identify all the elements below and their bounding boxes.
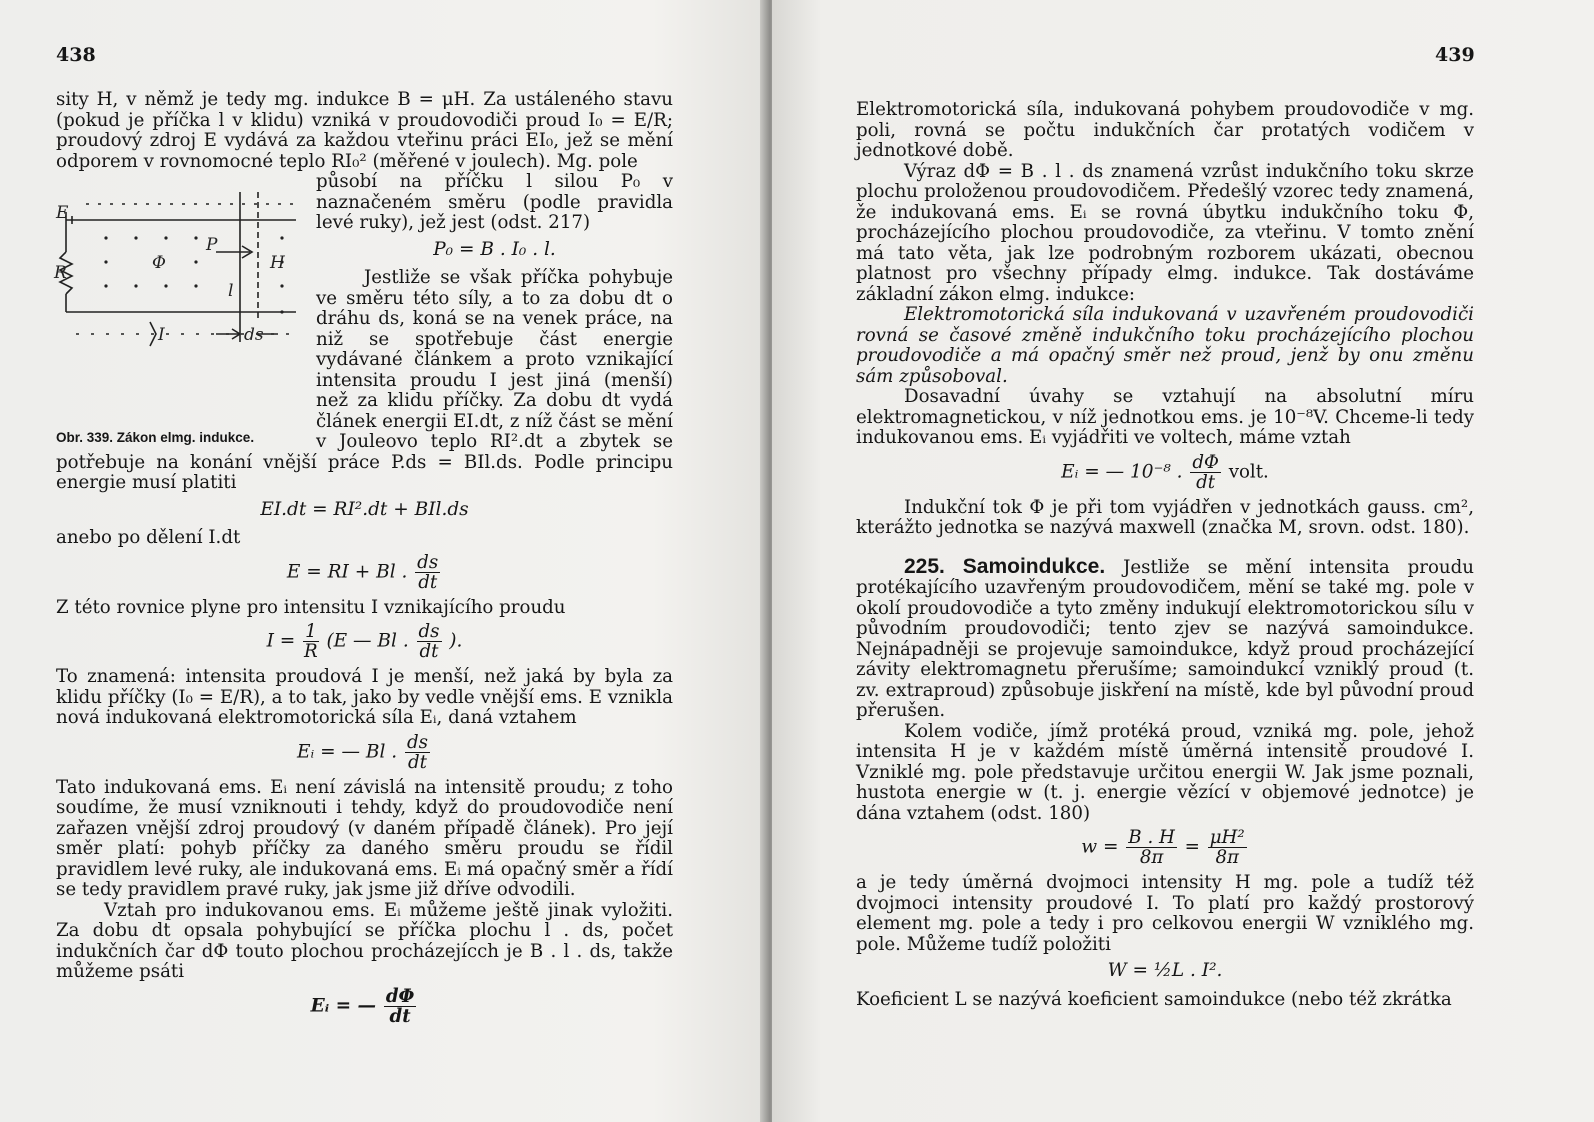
paragraph: anebo po dělení I.dt	[56, 527, 241, 548]
figure-caption: Obr. 339. Zákon elmg. indukce.	[56, 430, 255, 445]
fraction: $\frac{d\Phi}{dt}$	[385, 985, 415, 1027]
section-number: 225.	[904, 554, 945, 578]
equation-p0: P₀ = B . I₀ . l.	[433, 238, 556, 260]
right-page-body	[856, 100, 1474, 1010]
induction-diagram	[56, 172, 306, 372]
paragraph: Z této rovnice plyne pro intensitu I vznikajícího proudu	[56, 596, 566, 618]
paragraph: Indukční tok Φ je při tom vyjádřen v jednotkách gauss. cm², kterážto jednotka se nazývá maxwell (značka M, srovn. odst. 180).	[856, 496, 1474, 538]
equation-ei: Eᵢ = — Bl . $\frac{ds}{dt}$	[297, 731, 428, 773]
right-page	[772, 0, 1594, 1122]
paragraph: Výraz dΦ = B . l . ds znamená vzrůst indukčního toku skrze plochu proloženou proudovodičem. Předešlý vzorec tedy znamená, že indukovaná ems. Eᵢ se rovná úbytku indukčního toku Φ, procházejícího plochou proudovodiče, za vteřinu. V tomto znění má tato věta, jak lze podrobným rozborem ukázati, obecnou platnost pro všechny případy elmg. indukce. Tak dostáváme základní zákon elmg. indukce:	[856, 160, 1474, 305]
section-title: Samoindukce.	[962, 554, 1106, 578]
paragraph: a je tedy úměrná dvojmoci intensity H mg. pole a tudíž též dvojmoci intensity proudové I. To platí pro každý prostorový element mg. pole a tedy i pro celkovou energii W vzniklého mg. pole. Můžeme tudíž položiti	[856, 872, 1474, 955]
label-e: E	[56, 203, 69, 223]
paragraph: Tato indukovaná ems. Eᵢ není závislá na intensitě proudu; z toho soudíme, že musí vzniknouti i tehdy, když do proudovodiče není zařazen vnější zdroj proudový (v daném případě článek). Pro její směr platí: pohyb příčky za daného směru proudu se řídil pravidlem levé ruky, ale indukovaná ems. Eᵢ má opačný směr a řídí se tedy pravidlem pravé ruky, jak jsme již dříve odvodili.	[56, 776, 673, 900]
figure-339	[54, 172, 306, 445]
equation-e: E = RI + Bl . $\frac{ds}{dt}$	[286, 551, 439, 593]
equation-final: Eᵢ = — $\frac{d\Phi}{dt}$	[310, 985, 415, 1027]
fraction: $\frac{ds}{dt}$	[406, 731, 428, 773]
paragraph: působí na příčku l silou P₀ v naznačeném směru (podle pravidla levé ruky), jež jest (odst. 217)	[316, 171, 673, 233]
paragraph: Jestliže se mění intensita proudu protékajícího uzavřeným proudovodičem, mění se také mg. pole v okolí proudovodiče a tyto změny indukují elektromotorickou sílu v původním proudovodiči; tento zjev se nazývá samoindukce. Nejnápadněji se projevuje samoindukce, když proud procházející závity elektromagnetu přerušíme; samoindukcí vzniklý proud (t. zv. extraproud) způsobuje jiskření na místě, kde byl původní proud přerušen.	[856, 556, 1474, 721]
law-statement: Elektromotorická síla indukovaná v uzavřeném proudovodiči rovná se časové změně indukčního toku procházejícího plochou proudovodiče a má opačný směr než proud, jenž by onu změnu sám způsoboval.	[856, 304, 1474, 387]
page-number: 439	[1435, 44, 1475, 66]
equation-wl: W = ½L . I².	[1107, 960, 1223, 981]
equation-volt: Eᵢ = — 10⁻⁸ . $\frac{d\Phi}{dt}$ volt.	[1061, 451, 1269, 493]
equation-i: I = $\frac{1}{R}$ (E — Bl . $\frac{ds}{dt}$ ).	[266, 621, 463, 662]
paragraph: Vztah pro indukovanou ems. Eᵢ můžeme ještě jinak vyložiti. Za dobu dt opsala pohybující se příčka plochu l . ds, počet indukčních čar dΦ touto plochou procházejícch je B . l . ds, takže můžeme psáti	[56, 899, 673, 982]
page-number: 438	[56, 44, 96, 66]
fraction: $\frac{\text{μH²}}{8\pi}$	[1209, 827, 1245, 868]
paragraph: sity H, v němž je tedy mg. indukce B = μH. Za ustáleného stavu (pokud je příčka l v klidu) vzniká v proudovodiči proud I₀ = E/R; proudový zdroj E vydává za každou vteřinu práci EI₀, jež se mění odporem v rovnomocné teplo RI₀² (měřené v joulech). Mg. pole	[56, 89, 673, 172]
left-page-body	[56, 90, 673, 1032]
label-h: H	[270, 253, 285, 273]
fraction: $\frac{ds}{dt}$	[418, 621, 440, 662]
label-r: R	[54, 263, 67, 283]
fraction: $\frac{ds}{dt}$	[417, 551, 439, 593]
label-phi: Φ	[152, 253, 166, 273]
section-paragraph	[856, 554, 1474, 722]
paragraph: Kolem vodiče, jímž protéká proud, vzniká mg. pole, jehož intensita H je v každém místě úměrná intensitě proudové I. Vzniklé mg. pole představuje určitou energii W. Jak jsme poznali, hustota energie w (t. j. energie vězící v objemové jednotce) je dána vztahem (odst. 180)	[856, 720, 1474, 824]
label-p: P	[206, 235, 218, 255]
equation-w: w = $\frac{B . H}{8\pi}$ = $\frac{\text{μH²}}{8\pi}$	[1081, 827, 1245, 868]
fraction: $\frac{B . H}{8\pi}$	[1128, 827, 1175, 868]
label-i: I	[158, 325, 165, 345]
paragraph: Elektromotorická síla, indukovaná pohybem proudovodiče v mg. poli, rovná se počtu indukčních čar protatých vodičem v jednotkové době.	[856, 99, 1474, 161]
paragraph: Dosavadní úvahy se vztahují na absolutní míru elektromagnetickou, v níž jednotkou ems. je 10⁻⁸V. Chceme-li tedy indukovanou ems. Eᵢ vyjádřiti ve voltech, máme vztah	[856, 386, 1474, 448]
equation-energy: EI.dt = RI².dt + BIl.ds	[260, 498, 469, 520]
label-l: l	[228, 281, 234, 301]
label-ds: ds	[244, 325, 264, 345]
fraction: $\frac{d\Phi}{dt}$	[1192, 451, 1219, 493]
paragraph: Jestliže se však příčka pohybuje ve směru této síly, a to za dobu dt o dráhu ds, koná se na venek práce, na niž se spotřebuje část energie vydávané článkem a proto vznikající intensita proudu I jest jiná (menší) než za klidu příčky. Za dobu dt vydá článek energii EI.dt, z níž část se mění v Jouleovo teplo RI².dt a zbytek se potřebuje na konání vnější práce P.ds = BIl.ds. Podle principu energie musí platiti	[56, 267, 674, 493]
paragraph: Koeficient L se nazývá koeficient samoindukce (nebo též zkrátka	[856, 988, 1452, 1010]
left-page	[0, 0, 768, 1122]
fraction: $\frac{1}{R}$	[304, 621, 318, 662]
paragraph: To znamená: intensita proudová I je menší, než jaká by byla za klidu příčky (I₀ = E/R), a to tak, jako by vedle vnější ems. E vznikla nová indukovaná elektromotorická síla Eᵢ, daná vztahem	[56, 666, 673, 728]
